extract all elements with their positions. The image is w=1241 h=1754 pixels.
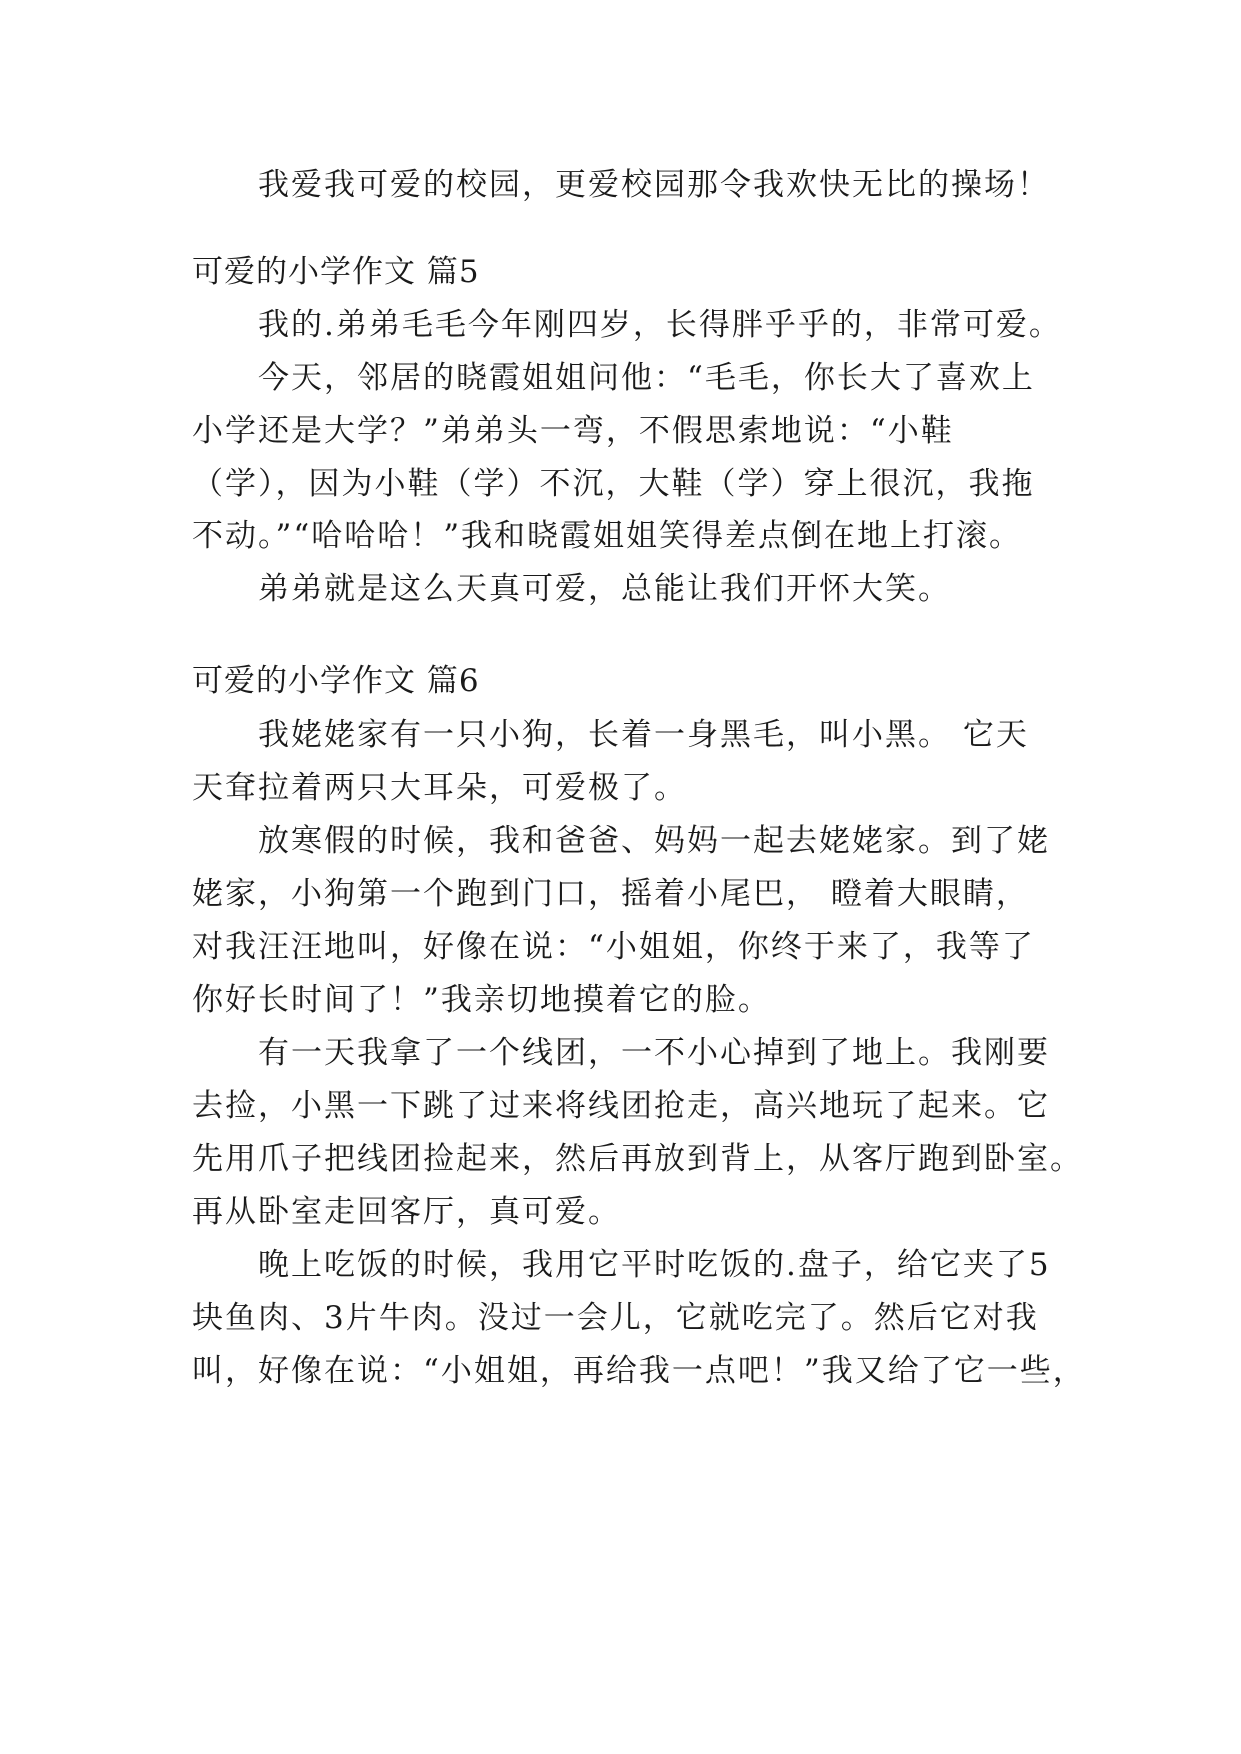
paragraph-line: 晚上吃饭的时候，我用它平时吃饭的.盘子，给它夹了5 xyxy=(258,1247,1051,1283)
essay-heading: 可爱的小学作文 篇5 xyxy=(192,254,480,290)
paragraph-line: 对我汪汪地叫，好像在说：“小姐姐，你终于来了，我等了 xyxy=(192,929,1035,965)
paragraph-line: 再从卧室走回客厅，真可爱。 xyxy=(192,1194,621,1230)
paragraph-line: 有一天我拿了一个线团，一不小心掉到了地上。我刚要 xyxy=(258,1035,1050,1071)
paragraph-line: 先用爪子把线团捡起来，然后再放到背上，从客厅跑到卧室。 xyxy=(192,1141,1083,1177)
paragraph-line: 小学还是大学？”弟弟头一弯，不假思索地说：“小鞋 xyxy=(192,413,954,449)
paragraph-line: 我爱我可爱的校园，更爱校园那令我欢快无比的操场！ xyxy=(258,167,1050,203)
paragraph-line: 我的.弟弟毛毛今年刚四岁，长得胖乎乎的，非常可爱。 xyxy=(258,307,1062,343)
paragraph-line: 姥家，小狗第一个跑到门口，摇着小尾巴， 瞪着大眼睛， xyxy=(192,876,1029,912)
paragraph-line: 放寒假的时候，我和爸爸、妈妈一起去姥姥家。到了姥 xyxy=(258,823,1050,859)
essay-heading: 可爱的小学作文 篇6 xyxy=(192,663,480,699)
paragraph-line: （学），因为小鞋（学）不沉，大鞋（学）穿上很沉，我拖 xyxy=(192,466,1035,502)
paragraph-line: 去捡，小黑一下跳了过来将线团抢走，高兴地玩了起来。它 xyxy=(192,1088,1050,1124)
paragraph-line: 你好长时间了！”我亲切地摸着它的脸。 xyxy=(192,982,771,1018)
paragraph-line: 天耷拉着两只大耳朵，可爱极了。 xyxy=(192,770,687,806)
paragraph-line: 不动。”“哈哈哈！”我和晓霞姐姐笑得差点倒在地上打滚。 xyxy=(192,518,1023,554)
paragraph-line: 叫，好像在说：“小姐姐，再给我一点吧！”我又给了它一些， xyxy=(192,1353,1086,1389)
paragraph-line: 今天，邻居的晓霞姐姐问他：“毛毛，你长大了喜欢上 xyxy=(258,360,1035,396)
paragraph-line: 我姥姥家有一只小狗，长着一身黑毛，叫小黑。 它天 xyxy=(258,717,1029,753)
paragraph-line: 块鱼肉、3片牛肉。没过一会儿，它就吃完了。然后它对我 xyxy=(192,1300,1039,1336)
paragraph-line: 弟弟就是这么天真可爱，总能让我们开怀大笑。 xyxy=(258,571,951,607)
